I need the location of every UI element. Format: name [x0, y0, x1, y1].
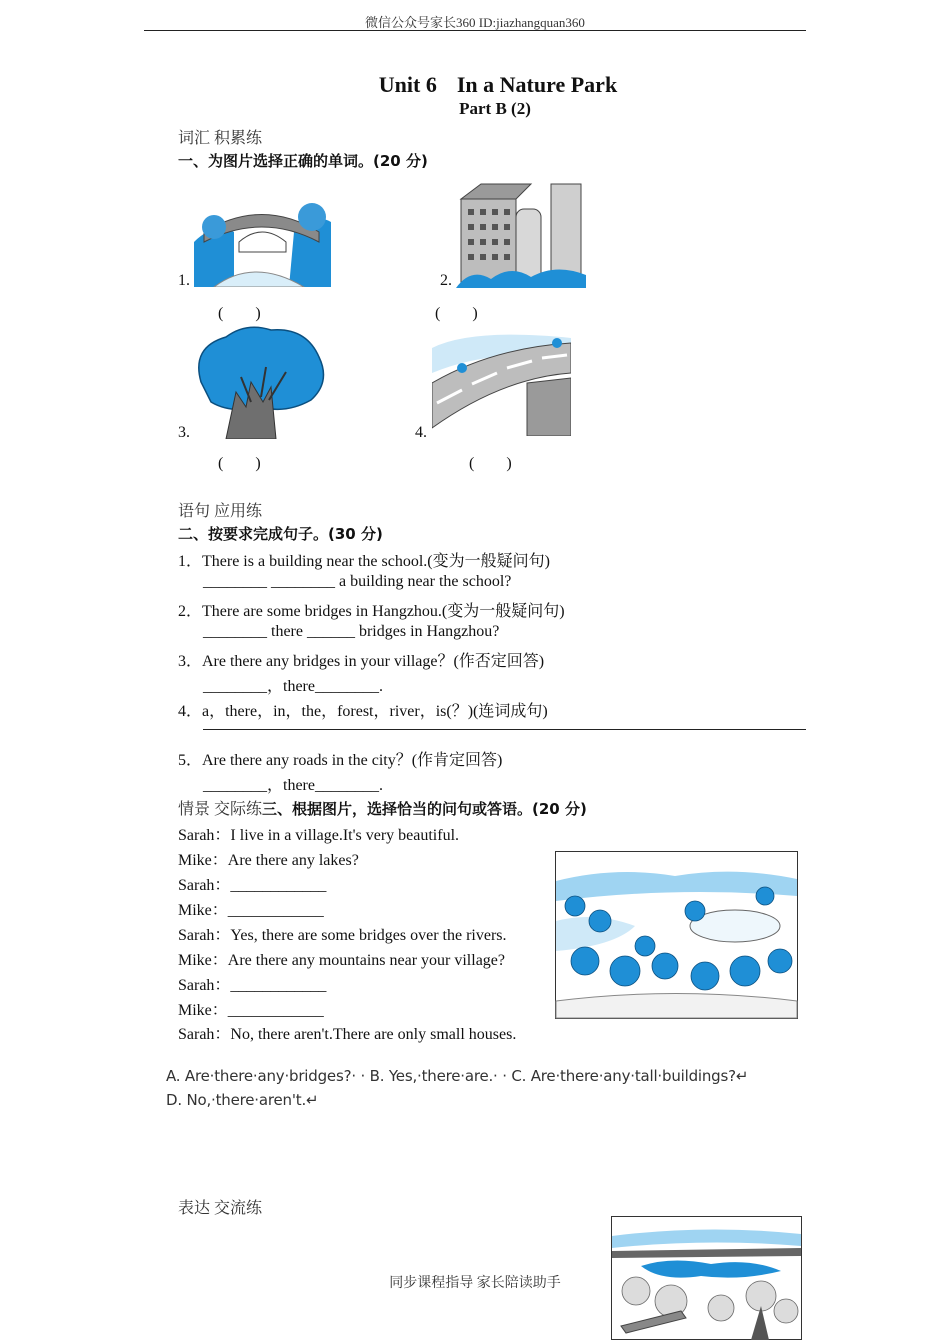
part2-question-4: 4．a，there，in，the，forest，river，is(？)(连词成句)	[178, 703, 548, 720]
part1-heading: 一、为图片选择正确的单词。(20 分)	[178, 152, 428, 170]
tree-picture	[191, 322, 329, 439]
road-picture	[432, 328, 571, 436]
part2-answer-3[interactable]: ________，there________.	[203, 678, 383, 695]
item4-answer-blank[interactable]: ( )	[469, 455, 512, 472]
item3-number: 3.	[178, 424, 190, 441]
unit-number: Unit 6	[378, 72, 437, 97]
section-vocab-label: 词汇 积累练	[178, 130, 263, 147]
part2-answer-4-line[interactable]	[203, 729, 806, 730]
part3-heading: 三、根据图片，选择恰当的问句或答语。(20 分)	[262, 800, 587, 818]
item2-answer-blank[interactable]: ( )	[435, 305, 478, 322]
village-picture	[555, 851, 798, 1019]
dialogue-line-4[interactable]: Mike：____________	[178, 902, 324, 919]
unit-name: In a Nature Park	[456, 72, 618, 97]
dialogue-line-1: Sarah：I live in a village.It's very beautiful.	[178, 827, 460, 844]
header-rule	[144, 30, 806, 31]
part3-heading-row	[178, 796, 587, 819]
part2-answer-1[interactable]: ________ ________ a building near the school?	[203, 573, 512, 590]
buildings-picture	[456, 179, 586, 288]
section-sentence-label: 语句 应用练	[178, 503, 263, 520]
part2-heading: 二、按要求完成句子。(30 分)	[178, 525, 383, 543]
dialogue-line-5: Sarah：Yes, there are some bridges over the rivers.	[178, 927, 507, 944]
dialogue-line-8[interactable]: Mike：____________	[178, 1002, 324, 1019]
part2-answer-5[interactable]: ________，there________.	[203, 777, 383, 794]
item2-number: 2.	[440, 272, 452, 289]
part2-question-1: 1．There is a building near the school.(变为一般疑问句)	[178, 553, 550, 570]
part2-answer-2[interactable]: ________ there ______ bridges in Hangzhou?	[203, 623, 500, 640]
page-footer: 同步课程指导 家长陪读助手	[389, 1276, 561, 1291]
item1-answer-blank[interactable]: ( )	[218, 305, 261, 322]
part2-question-2: 2．There are some bridges in Hangzhou.(变为一般疑问句)	[178, 603, 565, 620]
page-header: 微信公众号家长360 ID:jiazhangquan360	[365, 15, 585, 30]
part2-question-3: 3．Are there any bridges in your village？(作否定回答)	[178, 653, 545, 670]
dialogue-line-3[interactable]: Sarah：____________	[178, 877, 327, 894]
dialogue-line-6: Mike：Are there any mountains near your village?	[178, 952, 506, 969]
page-subtitle: Part B (2)	[459, 99, 531, 118]
dialogue-line-2: Mike：Are there any lakes?	[178, 852, 359, 869]
options-line-1: A. Are·there·any·bridges?· · B. Yes,·there·are.· · C. Are·there·any·tall·buildings?↵	[166, 1067, 749, 1085]
section-expression-label: 表达 交流练	[178, 1200, 263, 1217]
part2-question-5: 5．Are there any roads in the city？(作肯定回答)	[178, 752, 503, 769]
item1-number: 1.	[178, 272, 190, 289]
dialogue-line-7[interactable]: Sarah：____________	[178, 977, 327, 994]
bridge-picture	[194, 172, 331, 287]
item3-answer-blank[interactable]: ( )	[218, 455, 261, 472]
item4-number: 4.	[415, 424, 427, 441]
dialogue-line-9: Sarah：No, there aren't.There are only small houses.	[178, 1026, 517, 1043]
page-title	[0, 72, 950, 98]
section-dialogue-label: 情景 交际练	[178, 801, 263, 818]
options-line-2: D. No,·there·aren't.↵	[166, 1091, 319, 1109]
